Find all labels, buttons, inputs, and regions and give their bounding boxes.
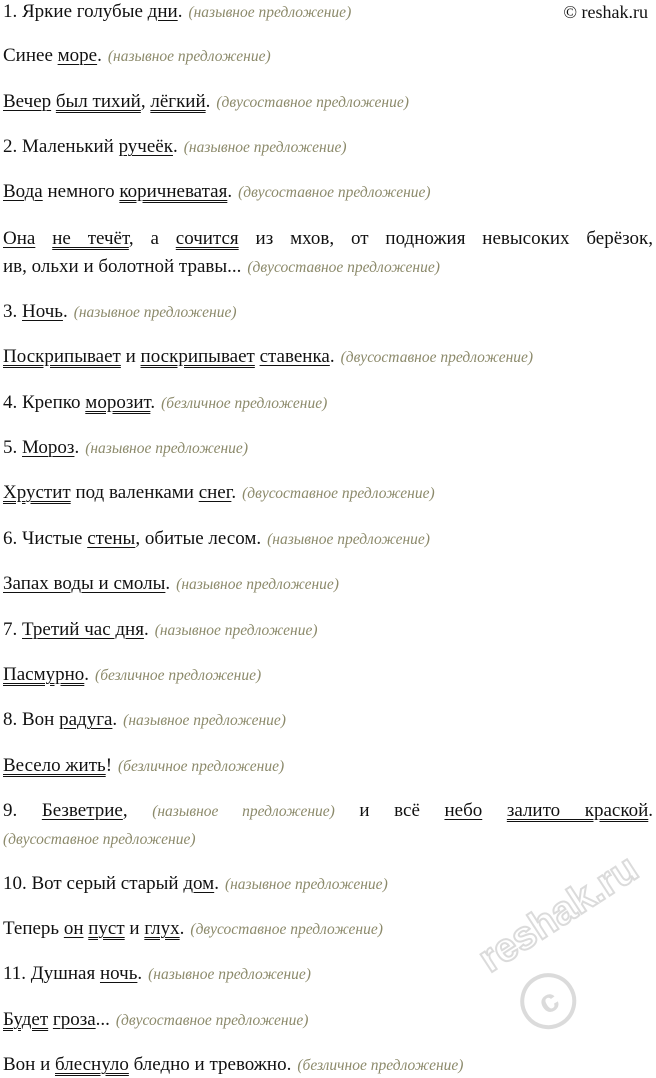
- text-line: [3, 572, 653, 597]
- sentence-text: немного: [42, 181, 120, 202]
- sentence-text: 1. Яркие голубые: [3, 1, 148, 22]
- sentence-text: бледно и тревожно.: [128, 1054, 292, 1075]
- subject-underlined: ставенка: [259, 346, 330, 367]
- sentence-text: .: [84, 664, 90, 685]
- text-line: [3, 345, 653, 370]
- sentence-type-note: (безличное предложение): [297, 1057, 464, 1074]
- predicate-underlined: Весело жить: [3, 755, 106, 776]
- text-line: [3, 618, 653, 643]
- sentence-type-note: (двусоставное предложение): [247, 259, 440, 276]
- sentence-text: , а: [128, 228, 176, 249]
- subject-underlined: Безветрие: [41, 800, 123, 821]
- sentence-text: из мхов, от подножия невысоких берёзок,: [238, 228, 654, 249]
- predicate-underlined: блеснуло: [55, 1054, 129, 1075]
- sentence-text: 6. Чистые: [3, 528, 88, 549]
- sentence-text: Синее: [3, 45, 58, 66]
- sentence-type-note: (назывное предложение): [188, 4, 352, 21]
- sentence-text: .: [137, 963, 143, 984]
- predicate-underlined: глух: [144, 918, 180, 939]
- sentence-type-note: (двусоставное предложение): [216, 94, 409, 111]
- subject-underlined: ручеёк: [118, 136, 173, 157]
- sentence-type-note: (назывное предложение): [85, 440, 248, 457]
- sentence-text: , обитые лесом.: [135, 528, 262, 549]
- subject-underlined: Запах воды и смолы: [3, 573, 166, 594]
- sentence-text: .: [231, 482, 237, 503]
- sentence-type-note: (двусоставное предложение): [242, 485, 435, 502]
- sentence-type-note: (назывное предложение): [267, 531, 430, 548]
- sentence-text: .: [205, 91, 211, 112]
- subject-underlined: он: [63, 918, 84, 939]
- sentence-text: [482, 800, 507, 821]
- subject-underlined: Ночь: [22, 301, 63, 322]
- sentence-text: 3.: [3, 301, 22, 322]
- sentence-type-note: (назывное предложение): [73, 304, 237, 321]
- subject-underlined: небо: [444, 800, 483, 821]
- sentence-text: .: [329, 346, 335, 367]
- subject-underlined: дни: [147, 1, 178, 22]
- subject-underlined: Вода: [3, 181, 43, 202]
- sentence-text: .: [74, 437, 80, 458]
- text-line: [3, 255, 653, 280]
- sentence-type-note: (назывное предложение): [152, 803, 335, 820]
- sentence-text: ив, ольхи и болотной травы...: [3, 256, 242, 277]
- text-line: [3, 872, 653, 897]
- subject-underlined: Вечер: [3, 91, 52, 112]
- sentence-text: ,: [140, 91, 151, 112]
- subject-underlined: Она: [3, 228, 36, 249]
- sentence-type-note: (безличное предложение): [95, 667, 262, 684]
- sentence-text: 5.: [3, 437, 22, 458]
- text-line: [3, 962, 653, 987]
- predicate-underlined: был тихий: [55, 91, 141, 112]
- sentence-text: 10. Вот серый старый: [3, 873, 184, 894]
- sentence-text: ,: [122, 800, 153, 821]
- sentence-type-note: (назывное предложение): [107, 48, 271, 65]
- text-line: [3, 917, 653, 942]
- predicate-underlined: залито краской: [506, 800, 649, 821]
- predicate-underlined: морозит: [85, 392, 151, 413]
- sentence-text: 8. Вон: [3, 709, 60, 730]
- text-line: [3, 436, 653, 461]
- sentence-text: .: [97, 45, 102, 66]
- sentence-type-note: (безличное предложение): [118, 758, 285, 775]
- text-line: [3, 708, 653, 733]
- predicate-underlined: пуст: [88, 918, 125, 939]
- predicate-underlined: Хрустит: [3, 482, 71, 503]
- sentence-text: 7.: [3, 619, 22, 640]
- sentence-type-note: (двусоставное предложение): [238, 184, 431, 201]
- sentence-text: !: [105, 755, 113, 776]
- sentence-type-note: (назывное предложение): [176, 576, 339, 593]
- text-line: [3, 754, 653, 779]
- sentence-text: .: [112, 709, 118, 730]
- sentence-type-note: (двусоставное предложение): [115, 1012, 309, 1029]
- sentence-text: 11. Душная: [3, 963, 100, 984]
- text-line: [3, 0, 653, 25]
- sentence-text: 9.: [3, 800, 42, 821]
- sentence-text: под валенками: [70, 482, 199, 503]
- sentence-text: .: [150, 392, 156, 413]
- sentence-text: .: [177, 1, 183, 22]
- sentence-type-note: (назывное предложение): [224, 876, 388, 893]
- sentence-type-note: (двусоставное предложение): [340, 349, 534, 366]
- sentence-text: ...: [95, 1009, 110, 1030]
- sentence-text: .: [214, 873, 219, 894]
- predicate-underlined: лёгкий: [150, 91, 206, 112]
- text-line: [3, 663, 653, 688]
- sentence-text: и: [124, 918, 145, 939]
- sentence-type-note: (назывное предложение): [154, 622, 318, 639]
- svg-text:c: c: [530, 981, 566, 1022]
- predicate-underlined: Поскрипывает: [3, 346, 121, 367]
- text-line: [3, 180, 653, 205]
- text-line: [3, 90, 653, 115]
- text-line: [3, 799, 653, 824]
- subject-underlined: радуга: [59, 709, 113, 730]
- sentence-type-note: (назывное предложение): [183, 139, 347, 156]
- sentence-type-note: (назывное предложение): [148, 966, 311, 983]
- subject-underlined: Мороз: [22, 437, 75, 458]
- sentence-text: и: [120, 346, 141, 367]
- watermark-text: reshak.ru: [470, 846, 646, 982]
- text-line: [3, 391, 653, 416]
- sentence-type-note: (двусоставное предложение): [190, 921, 383, 938]
- text-line: [3, 827, 653, 852]
- predicate-underlined: Пасмурно: [3, 664, 85, 685]
- subject-underlined: гроза: [52, 1009, 96, 1030]
- sentence-text: [35, 228, 52, 249]
- text-line: [3, 1008, 653, 1033]
- subject-underlined: море: [57, 45, 98, 66]
- predicate-underlined: Будет: [3, 1009, 49, 1030]
- text-line: [3, 481, 653, 506]
- sentence-type-note: (двусоставное предложение): [3, 831, 196, 848]
- text-line: [3, 300, 653, 325]
- sentence-text: .: [172, 136, 178, 157]
- predicate-underlined: сочится: [175, 228, 239, 249]
- sentence-type-note: (безличное предложение): [161, 395, 328, 412]
- sentence-text: .: [179, 918, 185, 939]
- text-line: [3, 44, 653, 69]
- sentence-text: 4. Крепко: [3, 392, 86, 413]
- text-line: [3, 1053, 653, 1078]
- predicate-underlined: поскрипывает: [140, 346, 255, 367]
- subject-underlined: снег: [198, 482, 232, 503]
- sentence-text: .: [165, 573, 171, 594]
- sentence-text: и всё: [334, 800, 445, 821]
- predicate-underlined: коричневатая: [119, 181, 228, 202]
- sentence-type-note: (назывное предложение): [123, 712, 286, 729]
- copyright-label: © reshak.ru: [563, 2, 648, 22]
- sentence-text: .: [227, 181, 233, 202]
- sentence-text: 2. Маленький: [3, 136, 119, 157]
- sentence-text: .: [648, 800, 654, 821]
- sentence-text: Вон и: [3, 1054, 56, 1075]
- subject-underlined: дом: [183, 873, 215, 894]
- text-line: [3, 527, 653, 552]
- subject-underlined: ночь: [99, 963, 138, 984]
- subject-underlined: Третий час дня: [22, 619, 144, 640]
- subject-underlined: стены: [87, 528, 136, 549]
- predicate-underlined: не течёт: [52, 228, 129, 249]
- sentence-text: Теперь: [3, 918, 64, 939]
- sentence-text: .: [62, 301, 68, 322]
- sentence-text: .: [143, 619, 149, 640]
- text-line: [3, 227, 653, 251]
- text-line: [3, 135, 653, 160]
